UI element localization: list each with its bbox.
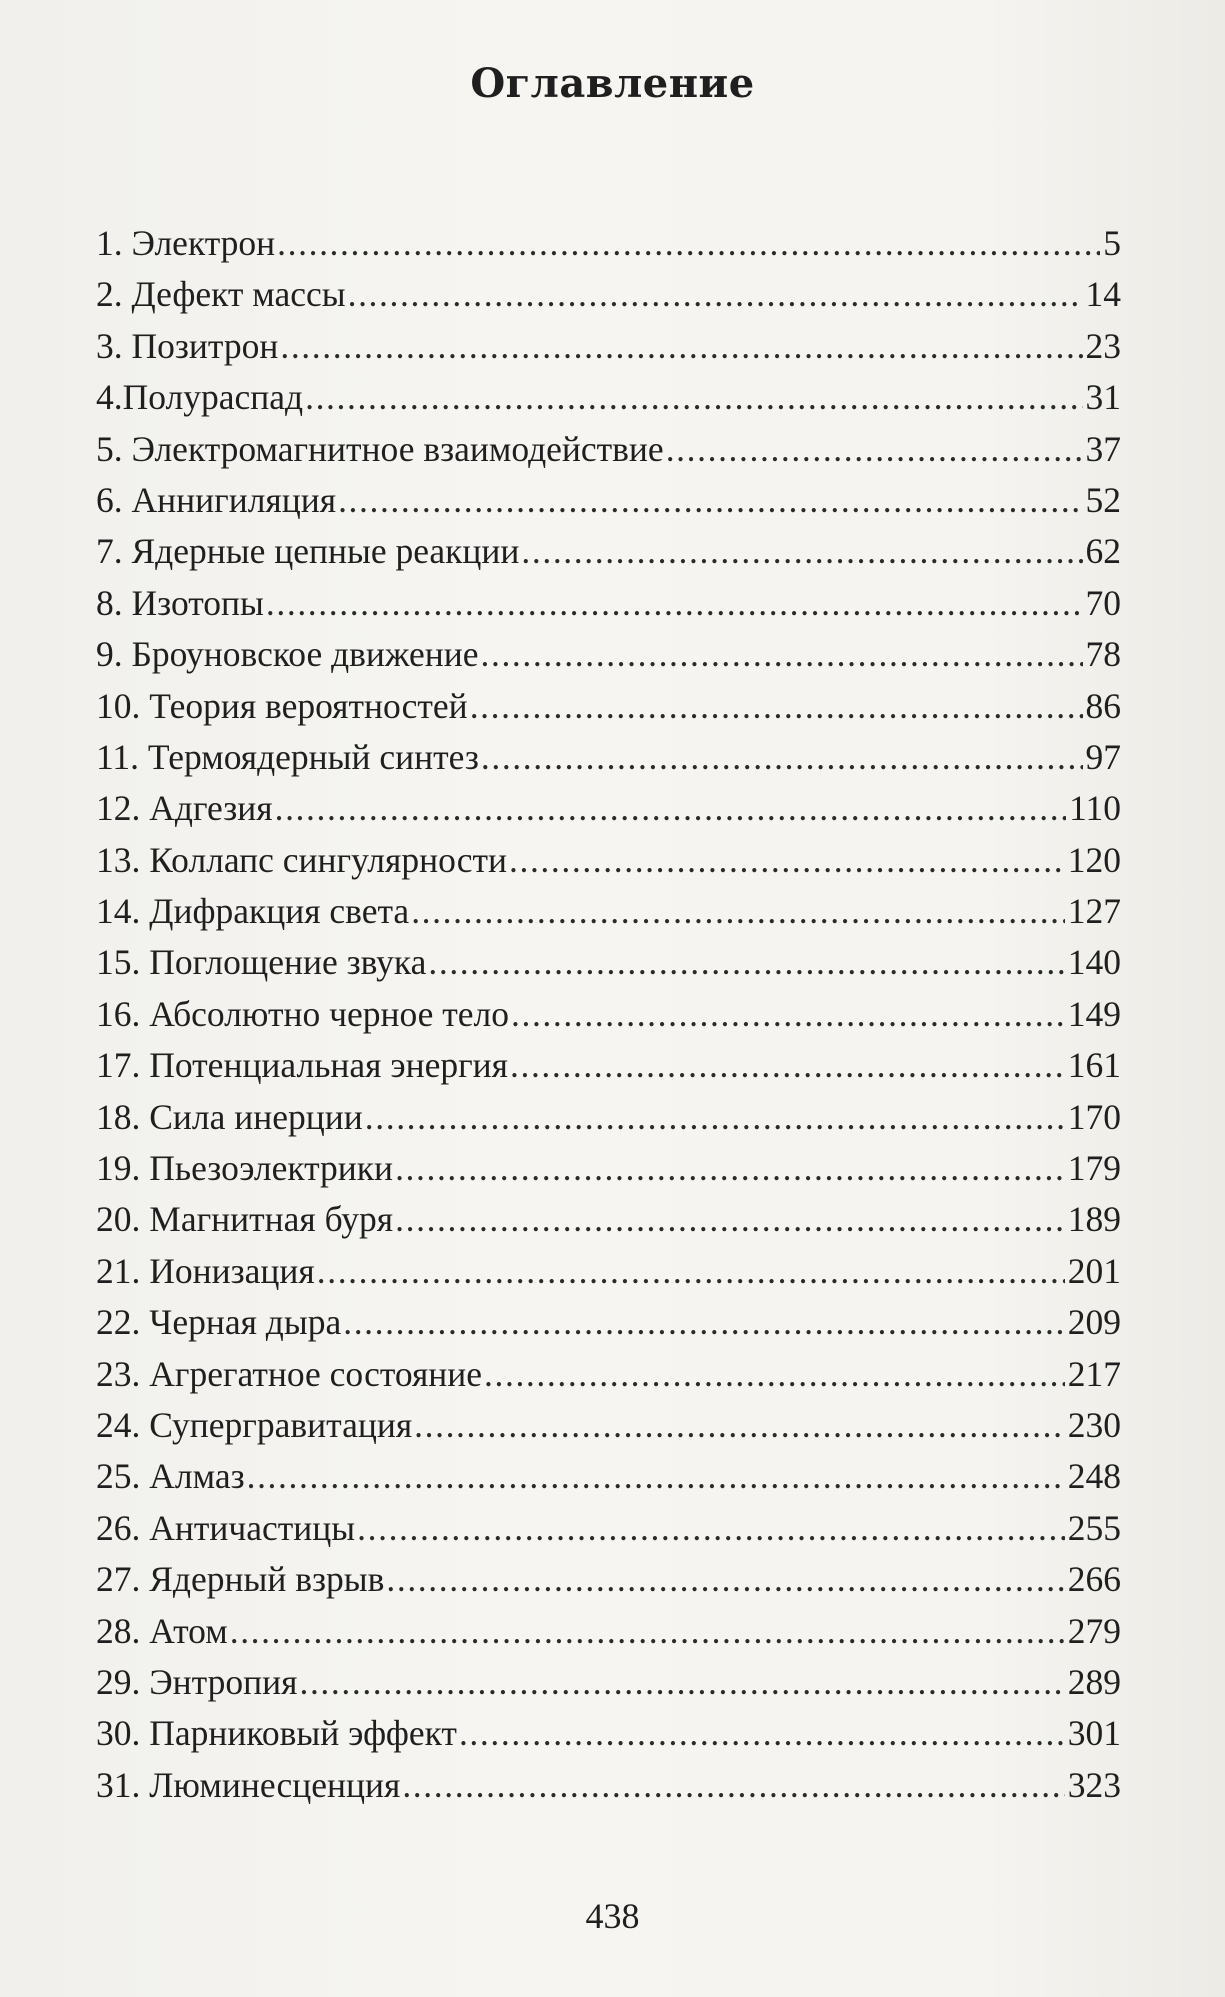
dot-leader: [338, 475, 1082, 526]
toc-entry-page: 279: [1067, 1610, 1121, 1651]
dot-leader: [481, 629, 1083, 680]
dot-leader: [247, 1451, 1065, 1502]
toc-entry: [96, 1092, 1121, 1143]
toc-entry-title: 21. Ионизация: [96, 1250, 315, 1291]
toc-entry-page: 31: [1085, 377, 1121, 418]
toc-entry-page: 86: [1085, 685, 1121, 726]
toc-entry: [96, 1708, 1121, 1759]
toc-entry: [96, 937, 1121, 988]
dot-leader: [343, 1297, 1065, 1348]
toc-entry: [96, 1297, 1121, 1348]
dot-leader: [414, 1400, 1065, 1451]
toc-entry-page: 217: [1067, 1353, 1121, 1394]
dot-leader: [521, 526, 1082, 577]
toc-entry: [96, 835, 1121, 886]
dot-leader: [509, 835, 1065, 886]
toc-entry-title: 19. Пьезоэлектрики: [96, 1148, 394, 1189]
toc-entry-title: 26. Античастицы: [96, 1507, 356, 1548]
toc-entry: [96, 578, 1121, 629]
table-of-contents: [96, 218, 1121, 1811]
dot-leader: [411, 886, 1065, 937]
toc-entry-page: 78: [1085, 634, 1121, 675]
toc-entry: [96, 1451, 1121, 1502]
toc-entry-page: 97: [1085, 736, 1121, 777]
toc-entry-page: 266: [1067, 1559, 1121, 1600]
toc-entry: [96, 1503, 1121, 1554]
toc-entry-title: 18. Сила инерции: [96, 1096, 363, 1137]
toc-entry-title: 12. Адгезия: [96, 788, 273, 829]
dot-leader: [510, 1040, 1065, 1091]
dot-leader: [459, 1708, 1065, 1759]
toc-entry-title: 17. Потенциальная энергия: [96, 1045, 508, 1086]
toc-entry: [96, 218, 1121, 269]
toc-entry-page: 248: [1067, 1456, 1121, 1497]
toc-entry: [96, 372, 1121, 423]
toc-entry-title: 1. Электрон: [96, 223, 276, 263]
dot-leader: [266, 578, 1083, 629]
toc-entry-title: 6. Аннигиляция: [96, 479, 337, 520]
toc-entry: [96, 475, 1121, 526]
toc-entry-title: 8. Изотопы: [96, 582, 264, 623]
toc-entry-page: 110: [1069, 788, 1121, 829]
toc-entry: [96, 1657, 1121, 1708]
dot-leader: [230, 1606, 1065, 1657]
toc-entry: [96, 424, 1121, 475]
dot-leader: [348, 269, 1083, 320]
dot-leader: [666, 424, 1083, 475]
dot-leader: [481, 732, 1083, 783]
toc-entry-page: 301: [1067, 1713, 1121, 1754]
toc-entry-page: 201: [1067, 1250, 1121, 1291]
dot-leader: [365, 1092, 1065, 1143]
toc-entry: [96, 732, 1121, 783]
toc-entry-title: 30. Парниковый эффект: [96, 1713, 457, 1754]
page-number: 438: [585, 1896, 640, 1936]
toc-entry: [96, 1349, 1121, 1400]
toc-entry-title: 5. Электромагнитное взаимодействие: [96, 428, 664, 469]
toc-entry-page: 120: [1067, 839, 1121, 880]
toc-entry: [96, 1246, 1121, 1297]
toc-entry-title: 29. Энтропия: [96, 1661, 298, 1702]
dot-leader: [484, 1349, 1065, 1400]
toc-entry: [96, 1554, 1121, 1605]
dot-leader: [305, 372, 1082, 423]
toc-entry-title: 31. Люминесценция: [96, 1764, 401, 1805]
toc-entry: [96, 681, 1121, 732]
toc-entry: [96, 1760, 1121, 1811]
toc-entry-page: 209: [1067, 1302, 1121, 1343]
toc-entry-title: 3. Позитрон: [96, 325, 279, 366]
dot-leader: [470, 681, 1083, 732]
toc-entry-page: 179: [1067, 1148, 1121, 1189]
toc-entry: [96, 989, 1121, 1040]
toc-entry-page: 23: [1085, 325, 1121, 366]
toc-entry: [96, 886, 1121, 937]
toc-entry-title: 28. Атом: [96, 1610, 228, 1651]
toc-entry-page: 5: [1103, 223, 1121, 263]
dot-leader: [395, 1143, 1065, 1194]
toc-entry-title: 11. Термоядерный синтез: [96, 736, 479, 777]
dot-leader: [317, 1246, 1065, 1297]
toc-entry-title: 2. Дефект массы: [96, 274, 346, 315]
toc-entry: [96, 321, 1121, 372]
dot-leader: [357, 1503, 1065, 1554]
toc-entry-title: 27. Ядерный взрыв: [96, 1559, 385, 1600]
toc-entry-page: 230: [1067, 1404, 1121, 1445]
toc-entry-title: 10. Теория вероятностей: [96, 685, 468, 726]
dot-leader: [395, 1194, 1065, 1245]
toc-entry-title: 16. Абсолютно черное тело: [96, 993, 509, 1034]
toc-entry: [96, 1400, 1121, 1451]
dot-leader: [402, 1760, 1064, 1811]
toc-entry: [96, 1606, 1121, 1657]
toc-entry-page: 255: [1067, 1507, 1121, 1548]
toc-entry: [96, 629, 1121, 680]
toc-entry-page: 140: [1067, 942, 1121, 983]
toc-entry-page: 37: [1085, 428, 1121, 469]
toc-entry-title: 24. Супергравитация: [96, 1404, 413, 1445]
toc-entry-title: 20. Магнитная буря: [96, 1199, 394, 1240]
toc-entry-title: 22. Черная дыра: [96, 1302, 342, 1343]
dot-leader: [277, 218, 1100, 269]
toc-entry: [96, 1194, 1121, 1245]
toc-entry-title: 14. Дифракция света: [96, 891, 410, 932]
dot-leader: [275, 783, 1066, 834]
toc-entry-page: 161: [1067, 1045, 1121, 1086]
dot-leader: [299, 1657, 1064, 1708]
toc-entry-title: 25. Алмаз: [96, 1456, 245, 1497]
toc-entry-page: 127: [1067, 891, 1121, 932]
toc-entry-title: 15. Поглощение звука: [96, 942, 427, 983]
dot-leader: [511, 989, 1065, 1040]
toc-entry-title: 13. Коллапс сингулярности: [96, 839, 507, 880]
dot-leader: [386, 1554, 1064, 1605]
toc-entry-title: 4.Полураспад: [96, 377, 304, 418]
toc-entry: [96, 1143, 1121, 1194]
toc-entry-title: 9. Броуновское движение: [96, 634, 479, 675]
toc-entry: [96, 269, 1121, 320]
toc-entry-page: 189: [1067, 1199, 1121, 1240]
toc-entry-page: 14: [1085, 274, 1121, 315]
toc-entry-page: 323: [1067, 1764, 1121, 1805]
toc-entry-title: 7. Ядерные цепные реакции: [96, 531, 520, 572]
dot-leader: [428, 937, 1064, 988]
toc-entry: [96, 1040, 1121, 1091]
toc-entry-page: 70: [1085, 582, 1121, 623]
toc-entry: [96, 526, 1121, 577]
toc-entry-page: 62: [1085, 531, 1121, 572]
toc-entry-page: 149: [1067, 993, 1121, 1034]
toc-entry-title: 23. Агрегатное состояние: [96, 1353, 483, 1394]
toc-entry-page: 289: [1067, 1661, 1121, 1702]
toc-entry-page: 170: [1067, 1096, 1121, 1137]
toc-entry: [96, 783, 1121, 834]
dot-leader: [280, 321, 1082, 372]
page-title: Оглавление: [470, 60, 755, 107]
toc-entry-page: 52: [1085, 479, 1121, 520]
